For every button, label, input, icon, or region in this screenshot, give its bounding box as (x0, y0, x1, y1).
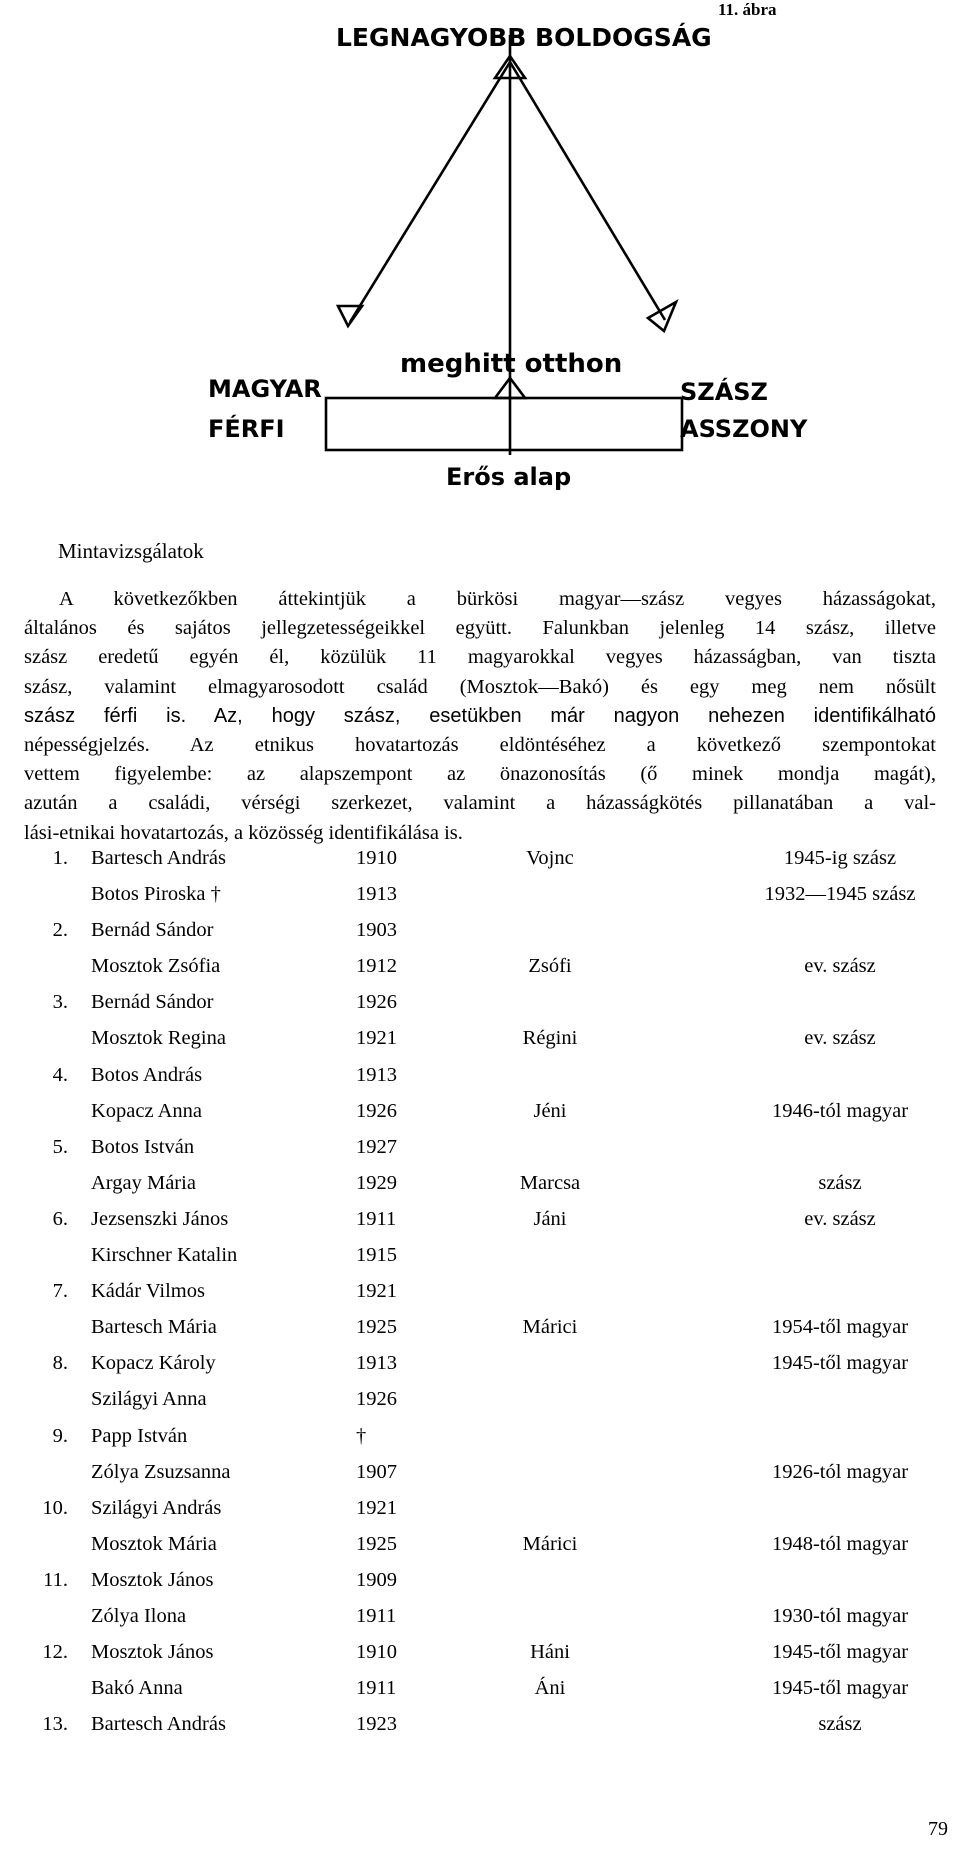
record-row (0, 1713, 960, 1749)
ethnic-note: szász (818, 1713, 862, 1736)
record-row (0, 919, 960, 955)
record-row (0, 1172, 960, 1208)
ethnic-note: ev. szász (804, 955, 876, 978)
ethnic-note: 1948-tól magyar (771, 1532, 909, 1555)
record-row (0, 1605, 960, 1641)
birth-year: † (356, 1424, 367, 1447)
middle-text: meghitt otthon (400, 349, 623, 379)
record-number: 13. (42, 1713, 68, 1736)
person-name: Kirschner Katalin (91, 1244, 238, 1267)
record-row (0, 883, 960, 919)
birth-year: 1921 (356, 1027, 397, 1050)
record-row (0, 1569, 960, 1605)
ethnic-note: ev. szász (804, 1207, 876, 1230)
ethnic-note: 1945-ig szász (783, 847, 897, 869)
record-number: 2. (52, 919, 68, 942)
nickname: Régini (522, 1027, 578, 1050)
family-diagram (0, 0, 960, 500)
person-name: Botos Piroska † (91, 883, 221, 906)
paragraph-line: azután a családi, vérségi szerkezet, valamint a házasságkötés pillanatában a val- (24, 792, 936, 815)
person-name: Jezsenszki János (91, 1207, 229, 1230)
birth-year: 1925 (356, 1316, 397, 1339)
ethnic-note: 1945-től magyar (771, 1641, 909, 1664)
record-row (0, 1533, 960, 1569)
birth-year: 1913 (356, 1352, 397, 1375)
person-name: Mosztok János (91, 1641, 214, 1664)
birth-year: 1923 (356, 1713, 397, 1736)
left-text-line2: FÉRFI (208, 415, 285, 443)
person-name: Bartesch András (91, 847, 226, 869)
person-name: Argay Mária (91, 1171, 196, 1194)
nickname: Vojnc (526, 847, 574, 869)
record-row (0, 1244, 960, 1280)
ethnic-note: 1930-tól magyar (771, 1604, 909, 1627)
person-name: Szilágyi András (91, 1496, 222, 1519)
birth-year: 1912 (356, 955, 397, 978)
birth-year: 1929 (356, 1171, 397, 1194)
paragraph-line: vettem figyelembe: az alapszempont az önazonosítás (ő minek mondja magát), (24, 763, 936, 786)
record-row (0, 955, 960, 991)
home-rectangle (326, 398, 682, 450)
paragraph-line: szász férfi is. Az, hogy szász, esetükben már nagyon nehezen identifikálható (24, 704, 936, 727)
record-number: 1. (52, 847, 68, 869)
birth-year: 1926 (356, 1099, 397, 1122)
person-name: Papp István (91, 1424, 188, 1447)
nickname: Jáni (533, 1207, 567, 1230)
paragraph-line: szász eredetű egyén él, közülük 11 magyarokkal vegyes házasságban, van tiszta (24, 646, 936, 669)
record-row (0, 991, 960, 1027)
bottom-text: Erős alap (446, 463, 572, 491)
birth-year: 1907 (356, 1460, 397, 1483)
record-row (0, 1136, 960, 1172)
birth-year: 1909 (356, 1568, 397, 1591)
person-name: Botos István (91, 1135, 195, 1158)
record-row (0, 1352, 960, 1388)
nickname: Zsófi (528, 955, 572, 978)
birth-year: 1911 (356, 1677, 397, 1700)
ethnic-note: 1926-tól magyar (771, 1460, 909, 1483)
nickname: Háni (530, 1641, 570, 1664)
nickname: Márici (522, 1316, 578, 1339)
record-row (0, 1100, 960, 1136)
person-name: Mosztok Zsófia (91, 955, 221, 978)
birth-year: 1910 (356, 847, 397, 869)
person-name: Szilágyi Anna (91, 1388, 207, 1411)
record-row (0, 1461, 960, 1497)
birth-year: 1926 (356, 991, 397, 1014)
paragraph-line: általános és sajátos jellegzetességeikkel együtt. Falunkban jelenleg 14 szász, illetve (24, 617, 936, 640)
right-text-line1: SZÁSZ (680, 378, 768, 406)
birth-year: 1913 (356, 1063, 397, 1086)
record-number: 3. (52, 991, 68, 1014)
top-text: LEGNAGYOBB BOLDOGSÁG (336, 23, 712, 52)
record-row (0, 1208, 960, 1244)
record-row (0, 847, 960, 883)
person-name: Bartesch Mária (91, 1316, 217, 1339)
left-text-line1: MAGYAR (208, 375, 322, 403)
nickname: Márici (522, 1532, 578, 1555)
nickname: Marcsa (519, 1171, 581, 1194)
right-text-line2: ASSZONY (680, 415, 808, 443)
left-diagonal-line (350, 62, 510, 322)
page-number: 79 (928, 1818, 948, 1840)
person-name: Botos András (91, 1063, 203, 1086)
record-number: 6. (52, 1207, 68, 1230)
person-name: Kopacz Anna (91, 1099, 202, 1122)
record-row (0, 1064, 960, 1100)
paragraph-line: lási-etnikai hovatartozás, a közösség identifikálása is. (24, 821, 463, 844)
person-name: Kopacz Károly (91, 1352, 216, 1375)
person-name: Kádár Vilmos (91, 1280, 205, 1303)
ethnic-note: 1954-től magyar (771, 1316, 909, 1339)
ethnic-note: ev. szász (804, 1027, 876, 1050)
record-row (0, 1641, 960, 1677)
person-name: Bernád Sándor (91, 919, 214, 942)
ethnic-note: 1945-től magyar (771, 1677, 909, 1700)
record-number: 8. (52, 1352, 68, 1375)
birth-year: 1925 (356, 1532, 397, 1555)
paragraph-line: népességjelzés. Az etnikus hovatartozás eldöntéséhez a következő szempontokat (24, 734, 936, 757)
person-name: Mosztok Mária (91, 1532, 217, 1555)
birth-year: 1911 (356, 1604, 397, 1627)
birth-year: 1913 (356, 883, 397, 906)
ethnic-note: 1945-től magyar (771, 1352, 909, 1375)
birth-year: 1911 (356, 1207, 397, 1230)
ethnic-note: szász (818, 1171, 862, 1194)
record-row (0, 1388, 960, 1424)
record-number: 12. (42, 1641, 68, 1664)
record-row (0, 1280, 960, 1316)
nickname: Jéni (533, 1099, 567, 1122)
birth-year: 1910 (356, 1641, 397, 1664)
person-name: Zólya Zsuzsanna (91, 1460, 231, 1483)
record-number: 10. (42, 1496, 68, 1519)
figure-label: 11. ábra (718, 0, 777, 19)
record-number: 4. (52, 1063, 68, 1086)
person-name: Mosztok János (91, 1568, 214, 1591)
marriage-records-list (0, 847, 960, 1749)
person-name: Zólya Ilona (91, 1604, 187, 1627)
birth-year: 1927 (356, 1135, 397, 1158)
right-diagonal-line (510, 62, 665, 320)
ethnic-note: 1932—1945 szász (764, 883, 916, 906)
nickname: Áni (534, 1677, 566, 1700)
section-title: Mintavizsgálatok (58, 539, 204, 563)
person-name: Bernád Sándor (91, 991, 214, 1014)
record-row (0, 1027, 960, 1063)
birth-year: 1921 (356, 1280, 397, 1303)
record-number: 11. (43, 1568, 68, 1591)
record-row (0, 1316, 960, 1352)
person-name: Bartesch András (91, 1713, 226, 1736)
record-row (0, 1497, 960, 1533)
ethnic-note: 1946-tól magyar (771, 1099, 909, 1122)
record-row (0, 1677, 960, 1713)
record-number: 7. (52, 1280, 68, 1303)
record-number: 9. (52, 1424, 68, 1447)
paragraph-line: szász, valamint elmagyarosodott család (Mosztok—Bakó) és egy meg nem nősült (24, 675, 936, 698)
birth-year: 1915 (356, 1244, 397, 1267)
birth-year: 1926 (356, 1388, 397, 1411)
paragraph-line: A következőkben áttekintjük a bürkösi magyar—szász vegyes házasságokat, (59, 588, 936, 610)
person-name: Bakó Anna (91, 1677, 183, 1700)
record-number: 5. (52, 1135, 68, 1158)
left-arrow-head (338, 306, 362, 326)
birth-year: 1903 (356, 919, 397, 942)
birth-year: 1921 (356, 1496, 397, 1519)
person-name: Mosztok Regina (91, 1027, 226, 1050)
intro-paragraph (24, 585, 936, 848)
record-row (0, 1425, 960, 1461)
